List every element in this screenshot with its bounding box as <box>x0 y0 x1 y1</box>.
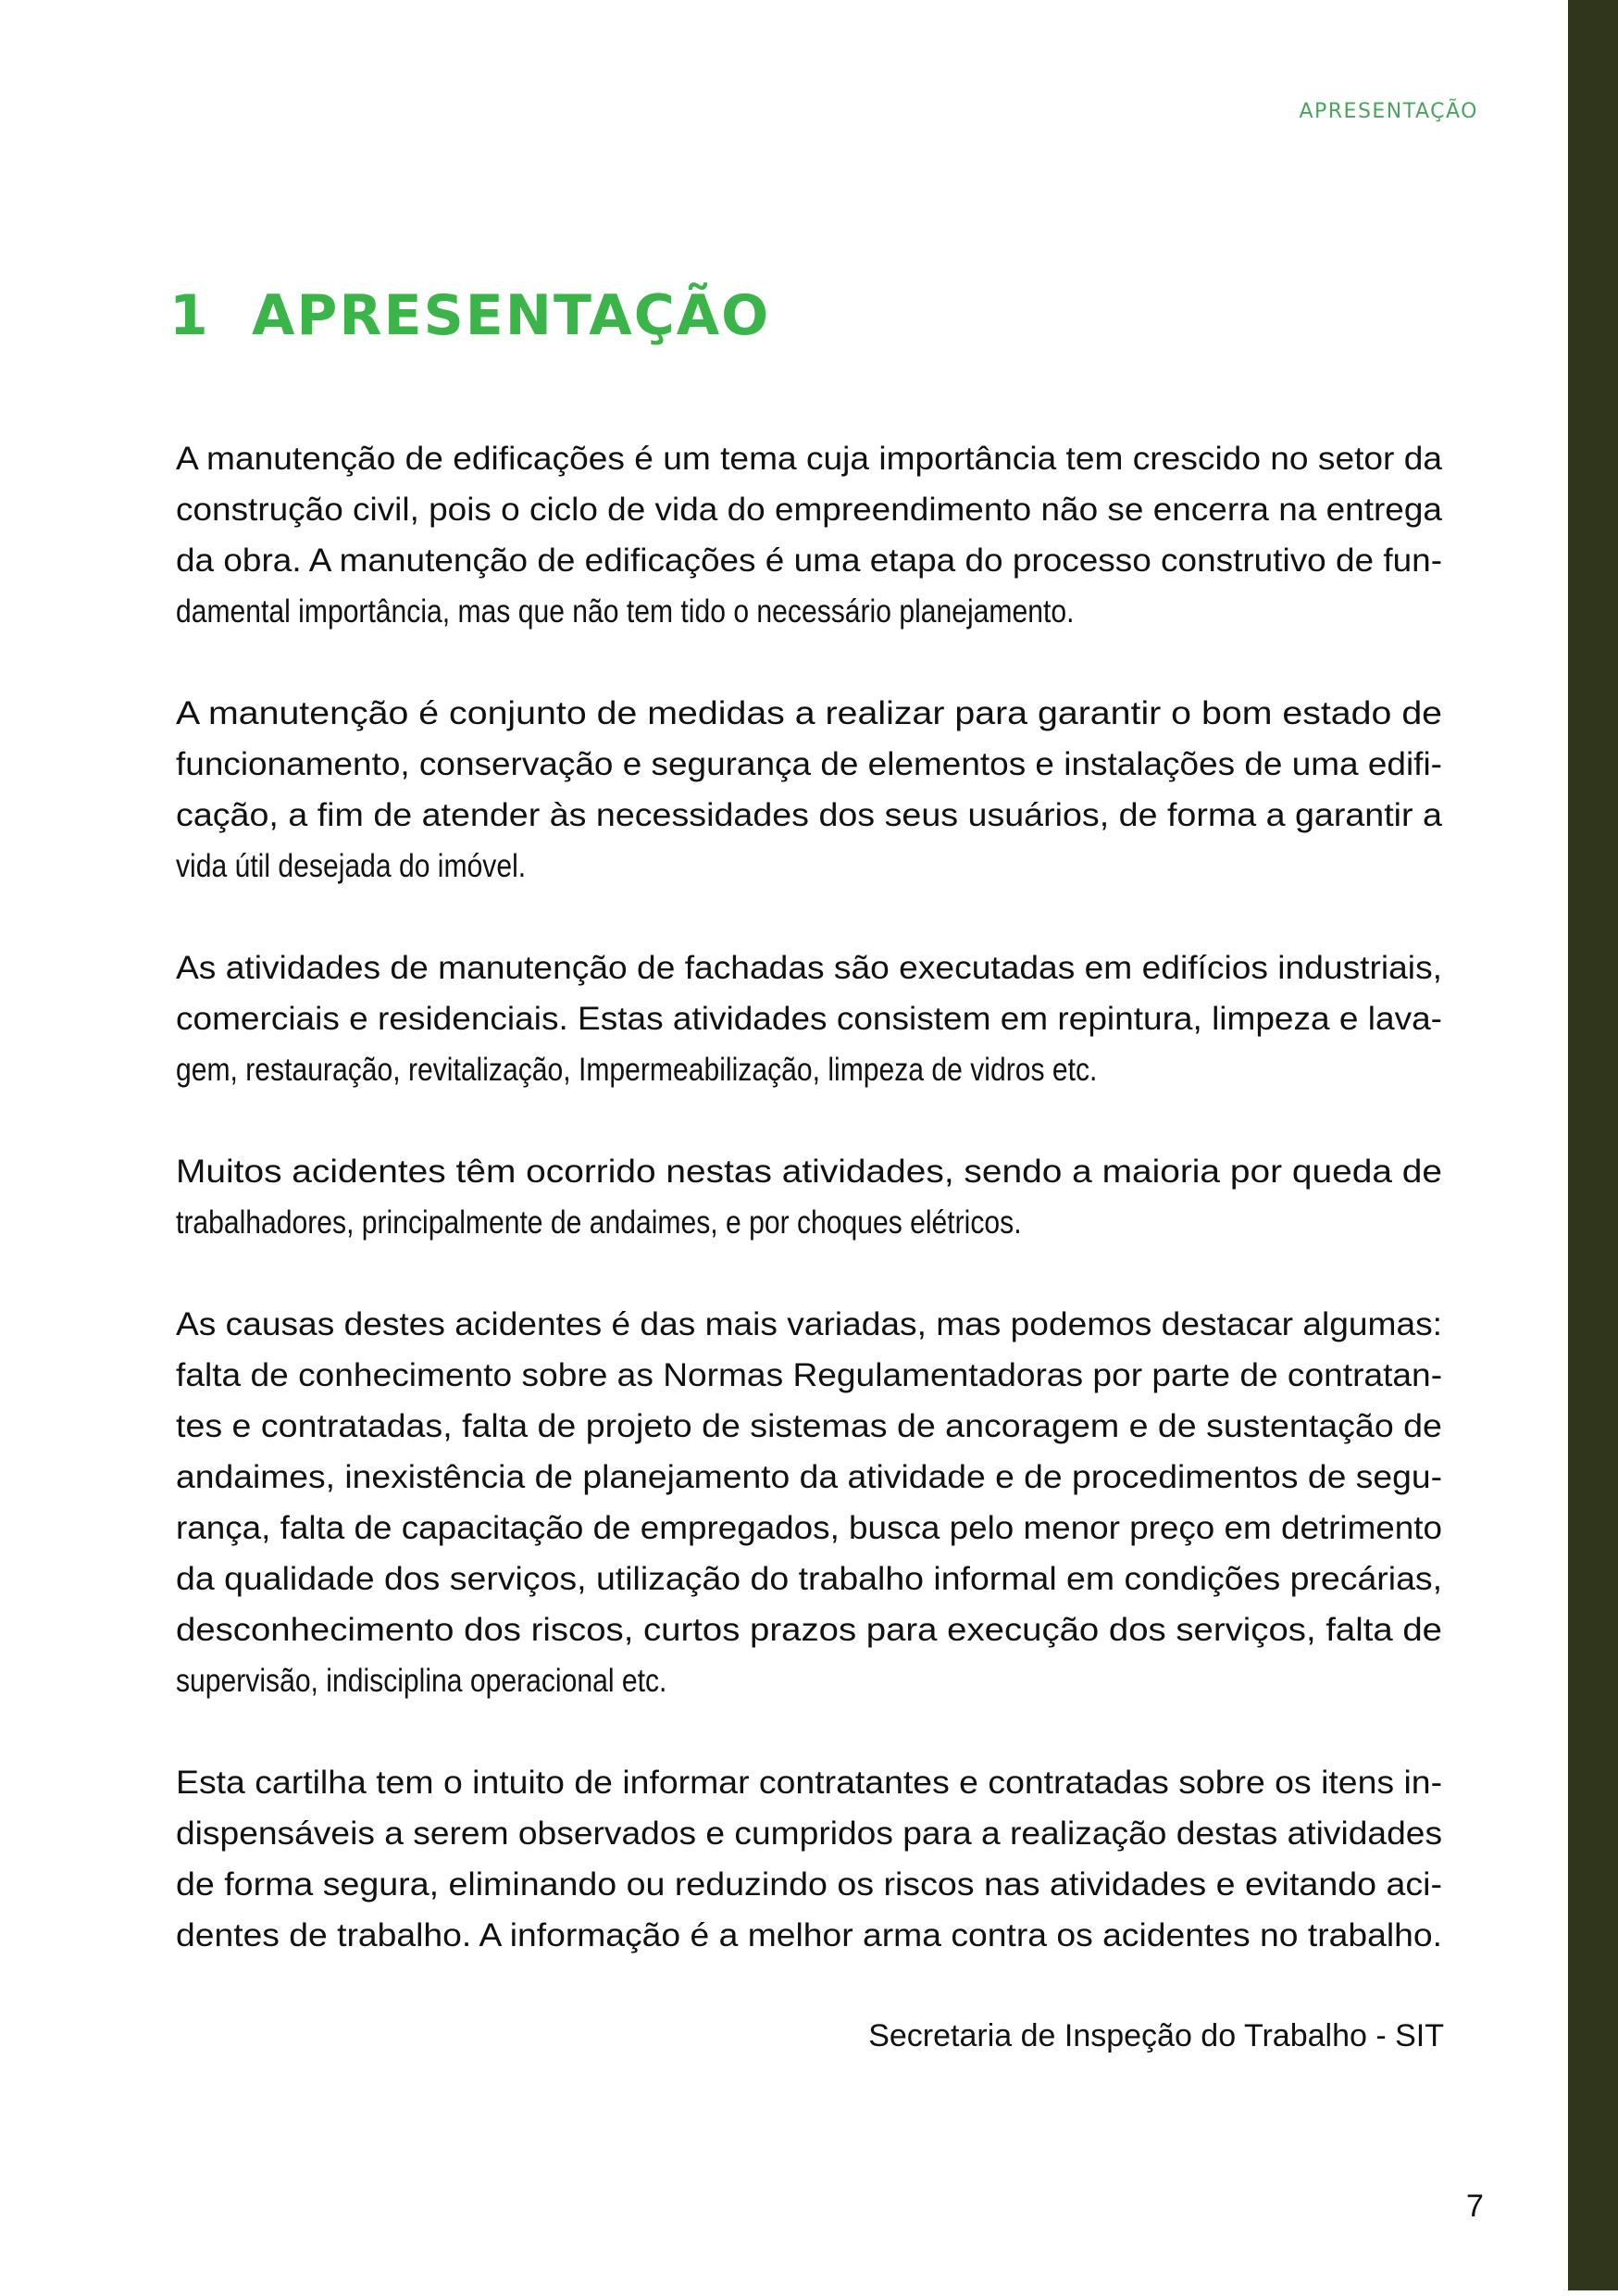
text-line: funcionamento, conservação e segurança de elementos e instalações de uma edifi- <box>176 746 1442 782</box>
text-line: As atividades de manutenção de fachadas são executadas em edifícios industriais, <box>176 950 1442 986</box>
paragraph <box>176 1757 1442 1961</box>
paragraph <box>176 688 1442 892</box>
text-line: de forma segura, eliminando ou reduzindo os riscos nas atividades e evitando aci- <box>176 1866 1443 1903</box>
paragraph <box>176 433 1442 637</box>
text-line: As causas destes acidentes é das mais variadas, mas podemos destacar algumas: <box>176 1306 1442 1342</box>
paragraph <box>176 1146 1442 1248</box>
chapter-number: 1 <box>169 283 210 348</box>
text-line: dentes de trabalho. A informação é a melhor arma contra os acidentes no trabalho. <box>176 1917 1442 1953</box>
paragraph <box>176 942 1442 1095</box>
chapter-title <box>169 283 770 348</box>
text-line: Esta cartilha tem o intuito de informar contratantes e contratadas sobre os itens in- <box>176 1765 1443 1801</box>
text-line: cação, a fim de atender às necessidades dos seus usuários, de forma a garantir a <box>176 797 1442 833</box>
text-line: tes e contratadas, falta de projeto de sistemas de ancoragem e de sustentação de <box>176 1408 1442 1444</box>
chapter-title-text: APRESENTAÇÃO <box>252 283 771 348</box>
paragraph <box>176 1299 1442 1706</box>
text-line: andaimes, inexistência de planejamento da atividade e de procedimentos de segu- <box>176 1459 1443 1495</box>
page-edge-sidebar <box>1568 0 1618 2290</box>
text-line: damental importância, mas que não tem tido o necessário planejamento. <box>176 593 1075 630</box>
text-line: comerciais e residenciais. Estas atividades consistem em repintura, limpeza e lava- <box>176 1001 1442 1037</box>
text-line: vida útil desejada do imóvel. <box>176 848 527 884</box>
text-line: falta de conhecimento sobre as Normas Regulamentadoras por parte de contratan- <box>176 1357 1443 1393</box>
text-line: supervisão, indisciplina operacional etc. <box>176 1663 667 1699</box>
body-text <box>176 433 1442 2012</box>
text-line: rança, falta de capacitação de empregados, busca pelo menor preço em detrimento <box>176 1510 1443 1546</box>
text-line: trabalhadores, principalmente de andaimes, e por choques elétricos. <box>176 1204 1022 1241</box>
text-line: gem, restauração, revitalização, Impermeabilização, limpeza de vidros etc. <box>176 1052 1098 1088</box>
signature: Secretaria de Inspeção do Trabalho - SIT <box>868 2018 1444 2053</box>
text-line: da qualidade dos serviços, utilização do trabalho informal em condições precárias, <box>176 1561 1443 1597</box>
text-line: A manutenção é conjunto de medidas a realizar para garantir o bom estado de <box>176 695 1443 731</box>
text-line: dispensáveis a serem observados e cumpridos para a realização destas atividades <box>176 1816 1443 1852</box>
text-line: A manutenção de edificações é um tema cuja importância tem crescido no setor da <box>176 441 1443 477</box>
text-line: desconhecimento dos riscos, curtos prazos para execução dos serviços, falta de <box>176 1612 1443 1648</box>
page-number: 7 <box>1466 2189 1484 2224</box>
running-head: APRESENTAÇÃO <box>1299 100 1478 123</box>
text-line: construção civil, pois o ciclo de vida do empreendimento não se encerra na entrega <box>176 492 1442 528</box>
text-line: da obra. A manutenção de edificações é uma etapa do processo construtivo de fun- <box>176 543 1443 579</box>
text-line: Muitos acidentes têm ocorrido nestas atividades, sendo a maioria por queda de <box>176 1154 1443 1190</box>
